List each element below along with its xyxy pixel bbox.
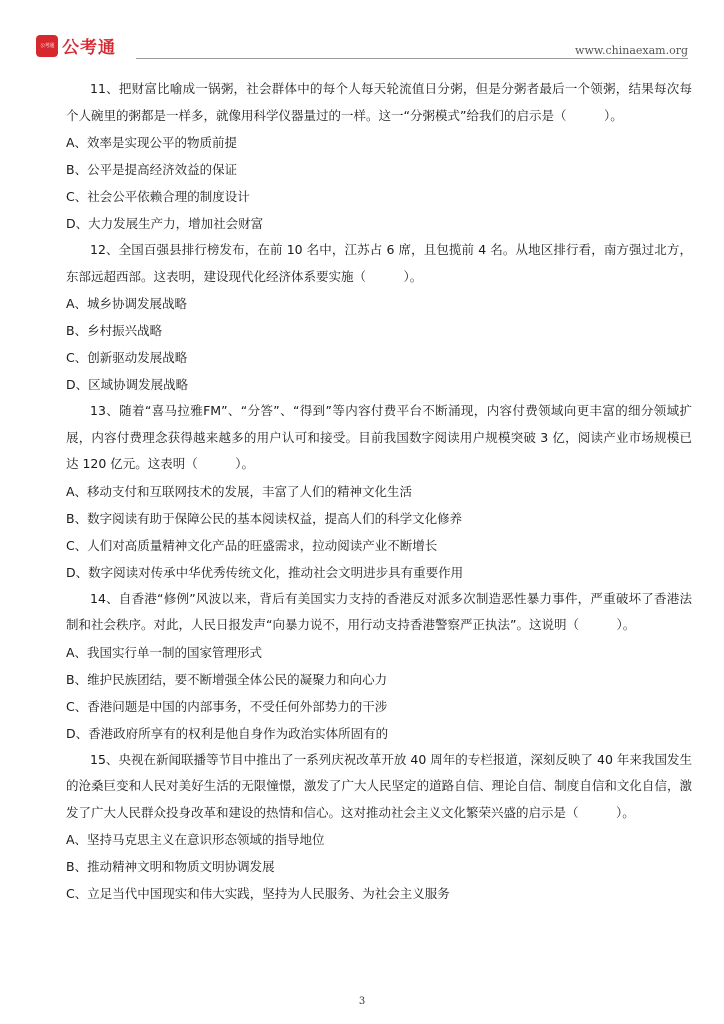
logo <box>36 33 116 58</box>
question-stem: 13、随着“喜马拉雅FM”、“分答”、“得到”等内容付费平台不断涌现，内容付费领域向更丰富的细分领域扩展，内容付费理念获得越来越多的用户认可和接受。目前我国数字阅读用户规模突破 3 亿，阅读产业市场规模已达 120 亿元。这表明（ ）。 <box>66 403 692 471</box>
question-option: A、效率是实现公平的物质前提 <box>66 135 238 150</box>
question-option: A、我国实行单一制的国家管理形式 <box>66 644 263 660</box>
page-number: 3 <box>358 996 366 1007</box>
question-option: C、香港问题是中国的内部事务，不受任何外部势力的干涉 <box>66 698 388 714</box>
question-block <box>66 586 692 747</box>
logo-badge-icon: 公考通 <box>36 35 58 57</box>
question-option: A、坚持马克思主义在意识形态领域的指导地位 <box>66 832 325 847</box>
question-option: B、维护民族团结，要不断增强全体公民的凝聚力和向心力 <box>66 671 388 687</box>
question-option: B、数字阅读有助于保障公民的基本阅读权益，提高人们的科学文化修养 <box>66 510 463 526</box>
question-option: B、推动精神文明和物质文明协调发展 <box>66 859 275 874</box>
question-option: A、城乡协调发展战略 <box>66 296 188 311</box>
question-list <box>66 76 692 907</box>
header-divider <box>136 58 688 59</box>
question-stem: 11、把财富比喻成一锅粥，社会群体中的每个人每天轮流值日分粥，但是分粥者最后一个领粥，结果每次每个人碗里的粥都是一样多，就像用科学仪器量过的一样。这一“分粥模式”给我们的启示是（ ）。 <box>66 81 692 123</box>
question-block <box>66 237 692 398</box>
question-option: C、创新驱动发展战略 <box>66 350 188 365</box>
question-option: C、人们对高质量精神文化产品的旺盛需求，拉动阅读产业不断增长 <box>66 537 438 553</box>
question-option: A、移动支付和互联网技术的发展，丰富了人们的精神文化生活 <box>66 483 413 499</box>
question-option: B、乡村振兴战略 <box>66 323 163 338</box>
question-option: C、立足当代中国现实和伟大实践，坚持为人民服务、为社会主义服务 <box>66 886 450 901</box>
question-block <box>66 398 692 586</box>
question-option: D、大力发展生产力，增加社会财富 <box>66 216 264 231</box>
site-url: www.chinaexam.org <box>575 44 688 57</box>
logo-text: 公考通 <box>62 38 116 58</box>
question-stem: 15、央视在新闻联播等节目中推出了一系列庆祝改革开放 40 周年的专栏报道，深刻反映了 40 年来我国发生的沧桑巨变和人民对美好生活的无限憧憬，激发了广大人民坚定的道路自信、理论自信、制度自信和文化自信，激发了广大人民群众投身改革和建设的热情和信心。这对推动社会主义文化繁荣兴盛的启示是（ ）。 <box>66 751 692 820</box>
page-header <box>36 30 688 64</box>
question-stem: 14、自香港“修例”风波以来，背后有美国实力支持的香港反对派多次制造恶性暴力事件，严重破坏了香港法制和社会秩序。对此，人民日报发声“向暴力说不，用行动支持香港警察严正执法”。这说明（ ）。 <box>66 590 692 632</box>
question-stem: 12、全国百强县排行榜发布，在前 10 名中，江苏占 6 席，且包揽前 4 名。从地区排行看，南方强过北方，东部远超西部。这表明，建设现代化经济体系要实施（ ）。 <box>66 242 692 284</box>
question-option: B、公平是提高经济效益的保证 <box>66 162 238 177</box>
question-option: D、区域协调发展战略 <box>66 377 189 392</box>
question-option: D、香港政府所享有的权利是他自身作为政治实体所固有的 <box>66 725 389 741</box>
question-option: C、社会公平依赖合理的制度设计 <box>66 189 250 204</box>
question-block <box>66 747 692 908</box>
question-block <box>66 76 692 237</box>
question-option: D、数字阅读对传承中华优秀传统文化，推动社会文明进步具有重要作用 <box>66 564 464 580</box>
